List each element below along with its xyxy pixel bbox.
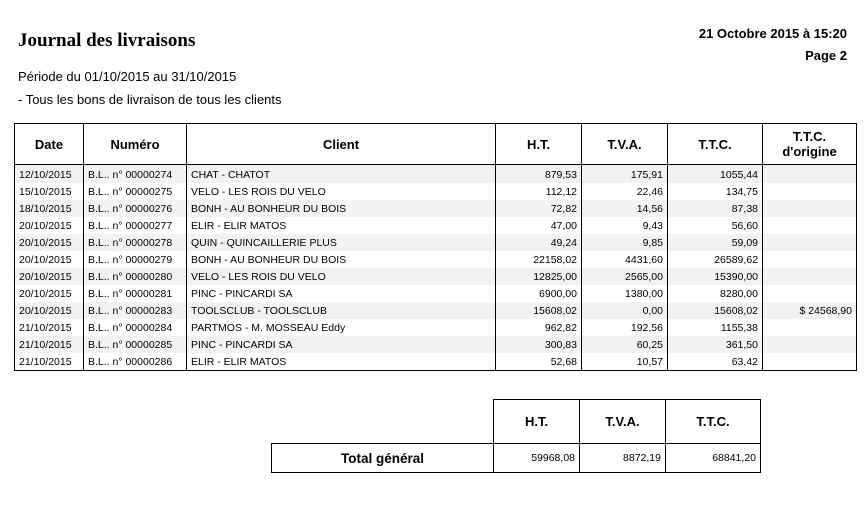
cell-ht: 12825,00 (496, 268, 582, 285)
cell-numero: B.L.. n° 00000278 (84, 234, 187, 251)
cell-ttc-origine (763, 285, 857, 302)
cell-date: 20/10/2015 (15, 285, 84, 302)
cell-numero: B.L.. n° 00000285 (84, 336, 187, 353)
cell-client: VELO - LES ROIS DU VELO (187, 183, 496, 200)
cell-numero: B.L.. n° 00000279 (84, 251, 187, 268)
table-row (15, 268, 857, 285)
cell-tva: 4431,60 (582, 251, 668, 268)
cell-ht: 22158,02 (496, 251, 582, 268)
cell-numero: B.L.. n° 00000283 (84, 302, 187, 319)
cell-ttc-origine (763, 353, 857, 371)
header-ht: H.T. (496, 124, 582, 165)
report-period: Période du 01/10/2015 au 31/10/2015 (18, 69, 237, 84)
cell-ttc: 63,42 (668, 353, 763, 371)
table-row (15, 353, 857, 371)
table-row (15, 183, 857, 200)
cell-client: BONH - AU BONHEUR DU BOIS (187, 251, 496, 268)
totals-header-ttc: T.T.C. (666, 400, 761, 444)
cell-ttc-origine (763, 336, 857, 353)
cell-tva: 175,91 (582, 165, 668, 184)
report-datetime: 21 Octobre 2015 à 15:20 (698, 26, 847, 41)
header-ttc: T.T.C. (668, 124, 763, 165)
cell-date: 20/10/2015 (15, 234, 84, 251)
cell-date: 20/10/2015 (15, 251, 84, 268)
cell-ht: 300,83 (496, 336, 582, 353)
report-filter: - Tous les bons de livraison de tous les clients (18, 92, 282, 107)
cell-ht: 49,24 (496, 234, 582, 251)
header-tva: T.V.A. (582, 124, 668, 165)
header-ttc-origine (763, 124, 857, 165)
cell-ttc: 15390,00 (668, 268, 763, 285)
cell-tva: 9,85 (582, 234, 668, 251)
table-row (15, 217, 857, 234)
cell-ttc: 1155,38 (668, 319, 763, 336)
cell-client: BONH - AU BONHEUR DU BOIS (187, 200, 496, 217)
cell-ht: 879,53 (496, 165, 582, 184)
cell-ttc: 59,09 (668, 234, 763, 251)
cell-numero: B.L.. n° 00000276 (84, 200, 187, 217)
cell-ht: 112,12 (496, 183, 582, 200)
cell-ttc: 361,50 (668, 336, 763, 353)
cell-ttc-origine (763, 165, 857, 184)
table-row (15, 200, 857, 217)
cell-tva: 10,57 (582, 353, 668, 371)
cell-ht: 6900,00 (496, 285, 582, 302)
cell-client: VELO - LES ROIS DU VELO (187, 268, 496, 285)
totals-row (272, 444, 761, 473)
totals-table (271, 399, 761, 473)
cell-date: 20/10/2015 (15, 217, 84, 234)
cell-ht: 72,82 (496, 200, 582, 217)
cell-numero: B.L.. n° 00000281 (84, 285, 187, 302)
table-row (15, 251, 857, 268)
cell-numero: B.L.. n° 00000286 (84, 353, 187, 371)
table-header-row (15, 124, 857, 165)
cell-ht: 47,00 (496, 217, 582, 234)
header-date: Date (15, 124, 84, 165)
cell-ttc: 26589,62 (668, 251, 763, 268)
cell-date: 21/10/2015 (15, 353, 84, 371)
cell-ttc: 15608,02 (668, 302, 763, 319)
table-row (15, 319, 857, 336)
cell-date: 20/10/2015 (15, 268, 84, 285)
cell-ht: 52,68 (496, 353, 582, 371)
table-row (15, 285, 857, 302)
header-ttc-origine-line2: d'origine (782, 144, 837, 159)
cell-ttc-origine (763, 268, 857, 285)
cell-numero: B.L.. n° 00000277 (84, 217, 187, 234)
cell-tva: 2565,00 (582, 268, 668, 285)
cell-ttc: 56,60 (668, 217, 763, 234)
totals-header-blank (272, 400, 494, 444)
cell-tva: 1380,00 (582, 285, 668, 302)
cell-ht: 962,82 (496, 319, 582, 336)
report-title: Journal des livraisons (18, 30, 196, 51)
cell-date: 20/10/2015 (15, 302, 84, 319)
cell-ht: 15608,02 (496, 302, 582, 319)
cell-tva: 9,43 (582, 217, 668, 234)
cell-ttc: 8280,00 (668, 285, 763, 302)
totals-header-tva: T.V.A. (580, 400, 666, 444)
cell-ttc-origine (763, 217, 857, 234)
totals-tva: 8872,19 (580, 444, 666, 473)
cell-client: CHAT - CHATOT (187, 165, 496, 184)
table-row (15, 302, 857, 319)
cell-date: 21/10/2015 (15, 319, 84, 336)
cell-client: PINC - PINCARDI SA (187, 285, 496, 302)
totals-header-row (272, 400, 761, 444)
cell-date: 18/10/2015 (15, 200, 84, 217)
cell-date: 21/10/2015 (15, 336, 84, 353)
cell-client: PARTMOS - M. MOSSEAU Eddy (187, 319, 496, 336)
deliveries-table (14, 123, 857, 371)
cell-numero: B.L.. n° 00000284 (84, 319, 187, 336)
cell-ttc-origine: $ 24568,90 (763, 302, 857, 319)
header-ttc-origine-line1: T.T.C. (792, 129, 827, 144)
header-client: Client (187, 124, 496, 165)
cell-ttc-origine (763, 251, 857, 268)
totals-label: Total général (272, 444, 494, 473)
cell-tva: 60,25 (582, 336, 668, 353)
table-row (15, 234, 857, 251)
cell-ttc-origine (763, 319, 857, 336)
cell-tva: 192,56 (582, 319, 668, 336)
cell-client: QUIN - QUINCAILLERIE PLUS (187, 234, 496, 251)
cell-ttc-origine (763, 200, 857, 217)
cell-tva: 14,56 (582, 200, 668, 217)
page-number: Page 2 (805, 48, 847, 63)
cell-ttc: 87,38 (668, 200, 763, 217)
table-row (15, 165, 857, 184)
totals-header-ht: H.T. (494, 400, 580, 444)
cell-client: ELIR - ELIR MATOS (187, 217, 496, 234)
cell-client: TOOLSCLUB - TOOLSCLUB (187, 302, 496, 319)
cell-numero: B.L.. n° 00000275 (84, 183, 187, 200)
cell-numero: B.L.. n° 00000274 (84, 165, 187, 184)
totals-ht: 59968,08 (494, 444, 580, 473)
totals-ttc: 68841,20 (666, 444, 761, 473)
cell-ttc-origine (763, 234, 857, 251)
table-row (15, 336, 857, 353)
cell-date: 15/10/2015 (15, 183, 84, 200)
cell-date: 12/10/2015 (15, 165, 84, 184)
cell-tva: 22,46 (582, 183, 668, 200)
header-numero: Numéro (84, 124, 187, 165)
cell-numero: B.L.. n° 00000280 (84, 268, 187, 285)
cell-ttc-origine (763, 183, 857, 200)
cell-ttc: 1055,44 (668, 165, 763, 184)
cell-tva: 0,00 (582, 302, 668, 319)
cell-client: PINC - PINCARDI SA (187, 336, 496, 353)
cell-client: ELIR - ELIR MATOS (187, 353, 496, 371)
cell-ttc: 134,75 (668, 183, 763, 200)
